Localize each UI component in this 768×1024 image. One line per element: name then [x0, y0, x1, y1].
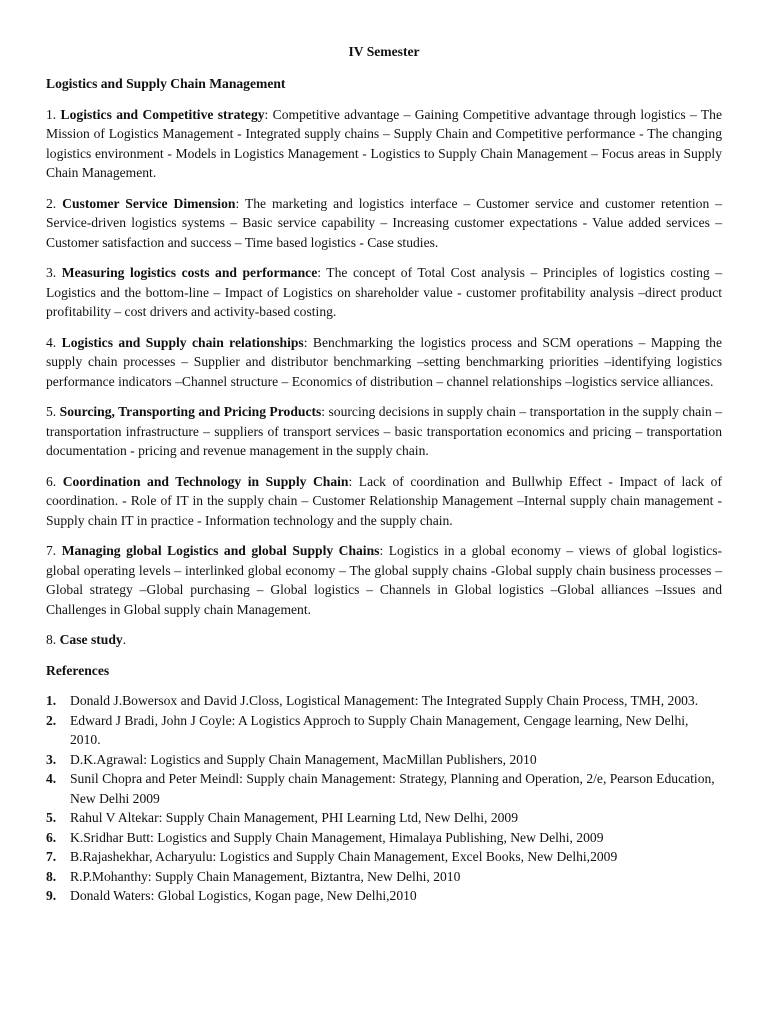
semester-heading: IV Semester [348, 44, 420, 59]
references-heading: References [46, 662, 110, 678]
reference-item [46, 769, 722, 808]
unit-number: 4. [46, 334, 57, 350]
reference-number: 5. [46, 810, 57, 825]
reference-item [46, 847, 722, 867]
unit-paragraph [46, 263, 722, 322]
reference-item [46, 691, 722, 711]
unit-body: : Lack of coordination and Bullwhip Effect - Impact of lack of coordination. - Role of IT in the supply chain – Customer Relationship Management –Internal supply chain management - Supply chain IT in practice - Information technology and the supply chain. [46, 473, 722, 528]
unit-title: Coordination and Technology in Supply Chain [62, 473, 349, 489]
syllabus-content [46, 74, 722, 906]
unit-body: : The marketing and logistics interface – Customer service and customer retention – Service-driven logistics systems – Basic service capability – Increasing customer expectations - Value added services – Customer satisfaction and success – Time based logistics - Case studies. [46, 195, 722, 250]
reference-number: 8. [46, 868, 57, 884]
unit-number: 2. [46, 195, 57, 211]
reference-text: B.Rajashekhar, Acharyulu: Logistics and Supply Chain Management, Excel Books, New Delhi,2009 [70, 849, 618, 864]
reference-number: 3. [46, 751, 57, 767]
reference-number: 2. [46, 712, 57, 728]
reference-text: Donald Waters: Global Logistics, Kogan page, New Delhi,2010 [70, 888, 417, 903]
reference-number: 6. [46, 829, 57, 845]
unit-number: 8. [46, 632, 57, 647]
reference-number: 7. [46, 849, 57, 864]
reference-text: Donald J.Bowersox and David J.Closs, Logistical Management: The Integrated Supply Chain Process, TMH, 2003. [70, 693, 699, 708]
reference-number: 4. [46, 771, 57, 786]
unit-title: Measuring logistics costs and performance [61, 265, 318, 280]
unit-title: Customer Service Dimension [62, 195, 236, 211]
unit-title: Logistics and Supply chain relationships [61, 334, 304, 350]
unit-paragraph [46, 402, 722, 461]
reference-text: R.P.Mohanthy: Supply Chain Management, Biztantra, New Delhi, 2010 [70, 868, 461, 884]
reference-number: 1. [46, 693, 57, 708]
course-title: Logistics and Supply Chain Management [46, 76, 286, 91]
unit-paragraph [46, 472, 722, 531]
reference-item [46, 867, 722, 887]
unit-body: : Benchmarking the logistics process and SCM operations – Mapping the supply chain processes – Supplier and distributor benchmarking –setting benchmarking priorities –identifying logistics performance indicators –Channel structure – Economics of distribution – channel relationships –logistics service alliances. [46, 334, 722, 389]
unit-paragraph [46, 333, 722, 392]
unit-number: 7. [46, 543, 62, 558]
reference-text: D.K.Agrawal: Logistics and Supply Chain Management, MacMillan Publishers, 2010 [70, 751, 537, 767]
unit-number: 3. [46, 265, 57, 280]
reference-text: K.Sridhar Butt: Logistics and Supply Chain Management, Himalaya Publishing, New Delhi, 2009 [70, 829, 604, 845]
unit-body: : Logistics in a global economy – views of global logistics- global operating levels – interlinked global economy – The global supply chains -Global supply chain business processes –Global strategy –Global purchasing – Global logistics – Channels in Global logistics –Global alliances –Issues and Challenges in Global supply chain Management. [46, 543, 723, 617]
reference-text: Edward J Bradi, John J Coyle: A Logistics Approch to Supply Chain Management, Cengage learning, New Delhi, 2010. [70, 712, 689, 747]
unit-number: 6. [46, 473, 57, 489]
reference-text: Rahul V Altekar: Supply Chain Management, PHI Learning Ltd, New Delhi, 2009 [70, 810, 519, 825]
unit-paragraph [46, 194, 722, 253]
references-list [46, 691, 722, 906]
unit-body: . [122, 632, 127, 647]
unit-paragraph [46, 630, 722, 650]
unit-paragraph [46, 541, 722, 619]
unit-paragraph [46, 105, 722, 183]
unit-body: : The concept of Total Cost analysis – Principles of logistics costing – Logistics and the bottom-line – Impact of Logistics on shareholder value - customer profitability analysis –direct product profitability – cost drivers and activity-based costing. [46, 265, 723, 319]
reference-item [46, 828, 722, 848]
unit-title: Logistics and Competitive strategy [60, 106, 265, 122]
unit-number: 5. [46, 404, 57, 419]
unit-number: 1. [46, 106, 57, 122]
reference-item [46, 886, 722, 906]
reference-item [46, 808, 722, 828]
unit-title: Case study [59, 632, 123, 647]
reference-item [46, 711, 722, 750]
unit-title: Sourcing, Transporting and Pricing Products [59, 404, 322, 419]
reference-text: Sunil Chopra and Peter Meindl: Supply chain Management: Strategy, Planning and Operation, 2/e, Pearson Education, New Delhi 2009 [70, 771, 715, 806]
reference-item [46, 750, 722, 770]
unit-body: : Competitive advantage – Gaining Competitive advantage through logistics – The Mission of Logistics Management - Integrated supply chains – Supply Chain and Competitive performance - The changing logistics environment - Models in Logistics Management - Logistics to Supply Chain Management – Focus areas in Supply Chain Management. [46, 106, 723, 180]
unit-body: : sourcing decisions in supply chain – transportation in the supply chain – transportation infrastructure – suppliers of transport services – basic transportation economics and pricing – transportation documentation - pricing and revenue management in the supply chain. [46, 404, 723, 458]
unit-title: Managing global Logistics and global Supply Chains [61, 543, 380, 558]
reference-number: 9. [46, 888, 57, 903]
